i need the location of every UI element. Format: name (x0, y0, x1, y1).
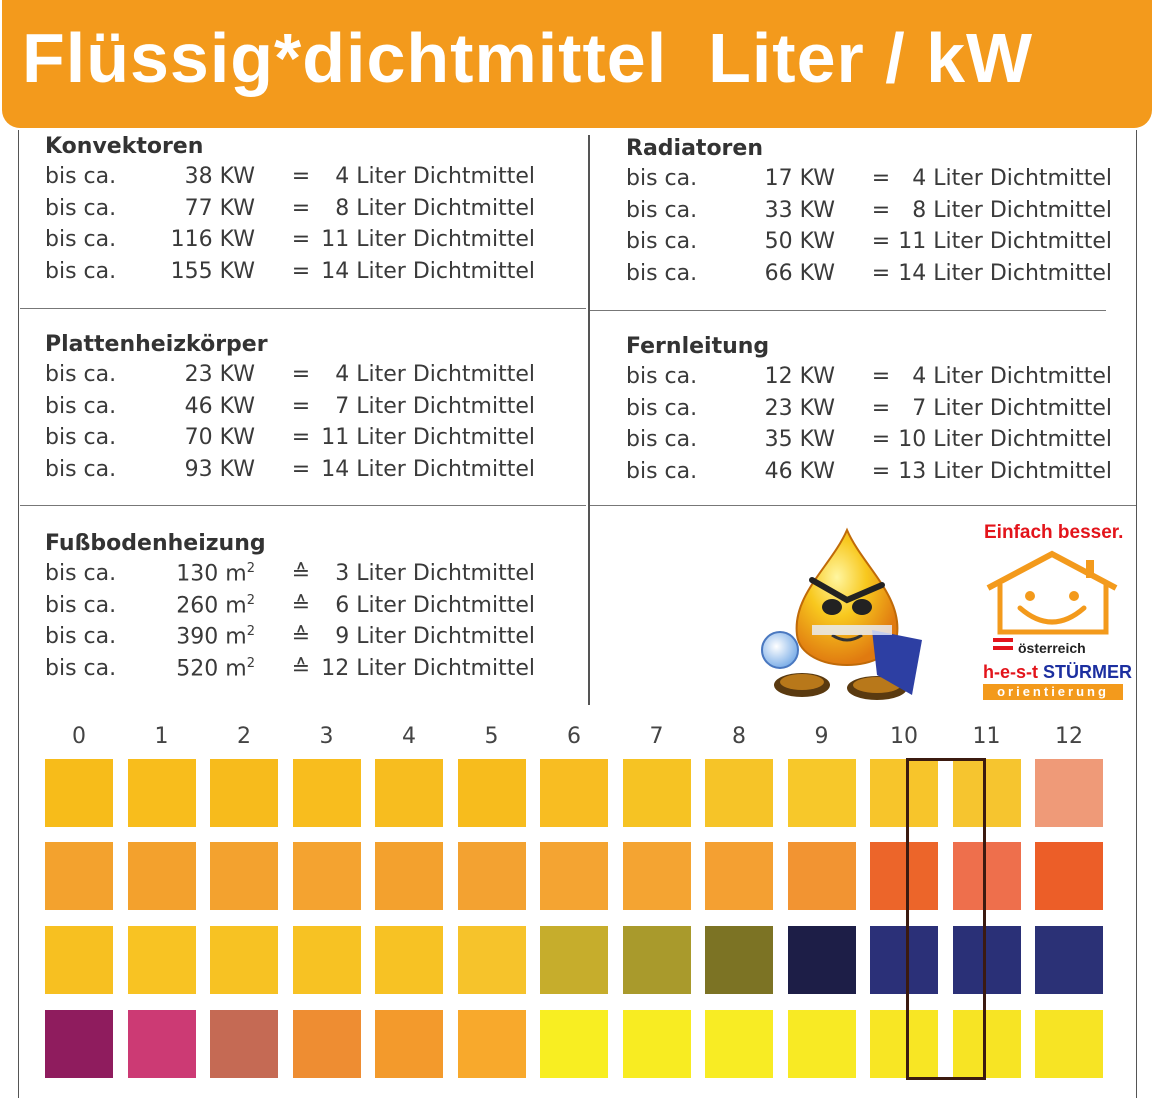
table-row (45, 227, 535, 257)
row-liters: 14 Liter Dichtmittel (321, 258, 535, 284)
table-row (45, 457, 535, 487)
row-liters: 11 Liter Dichtmittel (321, 425, 535, 450)
color-swatch-r2-c2 (210, 926, 278, 994)
color-swatch-r0-c8 (705, 759, 773, 827)
brand-name-part1: h-e-s-t (983, 662, 1038, 682)
brand-land: österreich (1018, 640, 1086, 656)
color-swatch-r3-c9 (788, 1010, 856, 1078)
row-value-text: 46 KW (764, 458, 835, 484)
row-equals: = (871, 197, 891, 223)
color-swatch-r2-c5 (458, 926, 526, 994)
row-prefix: bis ca. (45, 456, 117, 482)
scale-number-5: 5 (484, 724, 499, 749)
row-equals: = (291, 164, 311, 189)
table-row (626, 364, 1112, 394)
table-row (626, 229, 1112, 259)
color-swatch-r2-c4 (375, 926, 443, 994)
row-value (45, 593, 255, 618)
row-value-text: 46 KW (184, 393, 255, 419)
scale-number-6: 6 (567, 724, 581, 749)
row-value-text: 520 m (176, 655, 247, 681)
row-value-text: 93 KW (184, 456, 255, 482)
color-swatch-r2-c6 (540, 926, 608, 994)
color-swatch-r3-c0 (45, 1010, 113, 1078)
row-equals: ≙ (291, 592, 311, 618)
color-swatch-r2-c3 (293, 926, 361, 994)
row-prefix: bis ca. (45, 258, 117, 284)
row-value (626, 261, 835, 286)
color-swatch-r2-c0 (45, 926, 113, 994)
color-swatch-r1-c0 (45, 842, 113, 910)
row-value-text: 260 m (176, 592, 247, 618)
row-value (45, 457, 255, 482)
row-value-unit-exponent: 2 (246, 561, 255, 576)
color-swatch-r1-c4 (375, 842, 443, 910)
row-equals: ≙ (291, 624, 311, 649)
section-title: Plattenheizkörper (45, 332, 268, 357)
scale-number-11: 11 (972, 724, 1001, 749)
scale-number-7: 7 (649, 724, 664, 749)
brand-tagline: orientierung (983, 684, 1123, 700)
row-value-text: 116 KW (170, 227, 255, 252)
section-title: Fußbodenheizung (45, 531, 266, 556)
table-row (45, 196, 535, 226)
color-swatch-r3-c1 (128, 1010, 196, 1078)
color-swatch-r0-c2 (210, 759, 278, 827)
table-row (45, 425, 535, 455)
highlight-frame (906, 758, 986, 1080)
table-row (626, 198, 1112, 228)
color-swatch-r1-c5 (458, 842, 526, 910)
row-prefix: bis ca. (45, 624, 117, 649)
color-swatch-r3-c12 (1035, 1010, 1103, 1078)
table-row (45, 164, 535, 194)
color-swatch-r0-c4 (375, 759, 443, 827)
color-swatch-r3-c6 (540, 1010, 608, 1078)
row-value-text: 12 KW (764, 364, 835, 389)
row-prefix: bis ca. (626, 458, 698, 484)
row-value (45, 624, 255, 649)
austria-flag-icon (993, 638, 1013, 650)
row-prefix: bis ca. (626, 427, 698, 452)
row-value (45, 362, 255, 387)
table-row (626, 261, 1112, 291)
frame-left-border (18, 130, 19, 1098)
row-equals: = (291, 362, 311, 387)
row-prefix: bis ca. (45, 164, 117, 189)
row-equals: ≙ (291, 561, 311, 586)
scale-number-3: 3 (319, 724, 334, 749)
color-swatch-r2-c9 (788, 926, 856, 994)
scale-number-10: 10 (890, 724, 918, 749)
row-prefix: bis ca. (626, 364, 698, 389)
row-value-text: 66 KW (764, 260, 835, 286)
color-swatch-r3-c4 (375, 1010, 443, 1078)
color-swatch-r1-c1 (128, 842, 196, 910)
row-liters: 4 Liter Dichtmittel (912, 166, 1112, 191)
color-swatch-r1-c8 (705, 842, 773, 910)
row-equals: = (291, 195, 311, 221)
color-swatch-r1-c6 (540, 842, 608, 910)
color-swatch-r0-c1 (128, 759, 196, 827)
oil-drop-mascot-icon (752, 525, 932, 705)
row-liters: 4 Liter Dichtmittel (335, 164, 535, 189)
row-value (45, 164, 255, 189)
color-swatch-r0-c6 (540, 759, 608, 827)
color-swatch-r0-c9 (788, 759, 856, 827)
frame-right-border (1136, 130, 1137, 1098)
color-swatch-r3-c8 (705, 1010, 773, 1078)
row-value (45, 196, 255, 221)
row-equals: = (871, 260, 891, 286)
row-value-text: 17 KW (764, 166, 835, 191)
row-divider-2-left (20, 505, 586, 506)
row-prefix: bis ca. (45, 655, 117, 681)
color-swatch-r2-c1 (128, 926, 196, 994)
row-value (45, 227, 255, 252)
row-value (626, 198, 835, 223)
row-equals: = (871, 364, 891, 389)
table-row (45, 593, 535, 623)
row-liters: 7 Liter Dichtmittel (335, 393, 535, 419)
color-swatch-r1-c3 (293, 842, 361, 910)
table-row (45, 656, 535, 686)
table-row (626, 459, 1112, 489)
row-prefix: bis ca. (626, 197, 698, 223)
row-liters: 8 Liter Dichtmittel (912, 197, 1112, 223)
row-equals: = (871, 427, 891, 452)
row-liters: 8 Liter Dichtmittel (335, 195, 535, 221)
row-value (626, 229, 835, 254)
row-value (45, 394, 255, 419)
row-value-text: 23 KW (764, 395, 835, 421)
row-value-text: 390 m (176, 624, 247, 650)
scale-number-2: 2 (237, 724, 251, 749)
row-value-unit-exponent: 2 (246, 592, 255, 608)
row-prefix: bis ca. (626, 229, 698, 254)
row-prefix: bis ca. (45, 425, 117, 450)
row-liters: 3 Liter Dichtmittel (335, 561, 535, 586)
table-row (626, 427, 1112, 457)
column-divider (588, 135, 590, 705)
brand-slogan: Einfach besser. (984, 522, 1124, 543)
row-liters: 11 Liter Dichtmittel (898, 229, 1112, 254)
color-swatch-r1-c9 (788, 842, 856, 910)
color-swatch-r3-c7 (623, 1010, 691, 1078)
scale-number-4: 4 (402, 724, 416, 749)
row-liters: 14 Liter Dichtmittel (898, 260, 1112, 286)
row-value-text: 130 m (176, 561, 247, 587)
table-row (626, 396, 1112, 426)
table-row (45, 259, 535, 289)
page-title: Flüssig*dichtmittel Liter / kW (22, 19, 1034, 97)
row-liters: 11 Liter Dichtmittel (321, 227, 535, 252)
smiling-house-logo-icon (980, 548, 1125, 640)
color-swatch-r0-c0 (45, 759, 113, 827)
row-liters: 4 Liter Dichtmittel (912, 364, 1112, 389)
table-row (45, 362, 535, 392)
scale-number-0: 0 (72, 724, 86, 749)
color-swatch-r2-c8 (705, 926, 773, 994)
row-value-unit-exponent: 2 (246, 624, 255, 639)
row-value-text: 33 KW (764, 197, 835, 223)
row-value (626, 396, 835, 421)
row-equals: = (871, 166, 891, 191)
color-swatch-r3-c3 (293, 1010, 361, 1078)
scale-number-12: 12 (1055, 724, 1083, 749)
color-swatch-r3-c2 (210, 1010, 278, 1078)
row-value-text: 70 KW (184, 425, 255, 450)
row-prefix: bis ca. (626, 166, 698, 191)
row-value (45, 656, 255, 681)
row-liters: 4 Liter Dichtmittel (335, 362, 535, 387)
row-prefix: bis ca. (45, 393, 117, 419)
row-prefix: bis ca. (45, 362, 117, 387)
section-title: Radiatoren (626, 136, 763, 161)
row-divider-1-right (590, 310, 1106, 311)
row-value-text: 23 KW (184, 362, 255, 387)
row-liters: 7 Liter Dichtmittel (912, 395, 1112, 421)
color-swatch-r0-c3 (293, 759, 361, 827)
row-value-unit-exponent: 2 (246, 655, 255, 671)
color-swatch-r0-c5 (458, 759, 526, 827)
scale-number-9: 9 (814, 724, 829, 749)
table-row (45, 624, 535, 654)
row-prefix: bis ca. (45, 592, 117, 618)
scale-number-8: 8 (732, 724, 746, 749)
row-value (626, 459, 835, 484)
row-liters: 13 Liter Dichtmittel (898, 458, 1112, 484)
row-prefix: bis ca. (45, 561, 117, 586)
row-value (626, 166, 835, 191)
row-equals: = (291, 456, 311, 482)
row-prefix: bis ca. (626, 395, 698, 421)
row-value (45, 425, 255, 450)
row-value (45, 561, 255, 586)
row-liters: 14 Liter Dichtmittel (321, 456, 535, 482)
row-equals: = (291, 393, 311, 419)
row-equals: = (871, 458, 891, 484)
row-prefix: bis ca. (626, 260, 698, 286)
section-title: Fernleitung (626, 334, 770, 359)
row-equals: = (871, 395, 891, 421)
row-value-text: 155 KW (170, 258, 255, 284)
color-swatch-r1-c2 (210, 842, 278, 910)
row-divider-2-right (590, 505, 1136, 506)
table-row (626, 166, 1112, 196)
row-liters: 9 Liter Dichtmittel (335, 624, 535, 649)
row-value-text: 50 KW (764, 229, 835, 254)
row-liters: 10 Liter Dichtmittel (898, 427, 1112, 452)
color-swatch-r1-c12 (1035, 842, 1103, 910)
row-divider-1-left (20, 308, 586, 309)
brand-name-part2: STÜRMER (1043, 662, 1133, 682)
row-liters: 6 Liter Dichtmittel (335, 592, 535, 618)
row-value (45, 259, 255, 284)
brand-name (983, 662, 1132, 683)
row-value-text: 77 KW (184, 195, 255, 221)
row-value (626, 427, 835, 452)
color-swatch-r2-c7 (623, 926, 691, 994)
table-row (45, 561, 535, 591)
scale-number-1: 1 (154, 724, 169, 749)
color-swatch-r2-c12 (1035, 926, 1103, 994)
color-swatch-r1-c7 (623, 842, 691, 910)
row-equals: = (291, 425, 311, 450)
row-value-text: 35 KW (764, 427, 835, 452)
color-swatch-r0-c7 (623, 759, 691, 827)
row-liters: 12 Liter Dichtmittel (321, 655, 535, 681)
row-prefix: bis ca. (45, 227, 117, 252)
row-value (626, 364, 835, 389)
row-equals: = (291, 227, 311, 252)
row-prefix: bis ca. (45, 195, 117, 221)
section-title: Konvektoren (45, 134, 204, 159)
title-banner (2, 0, 1152, 128)
row-equals: ≙ (291, 655, 311, 681)
color-swatch-r0-c12 (1035, 759, 1103, 827)
table-row (45, 394, 535, 424)
color-swatch-r3-c5 (458, 1010, 526, 1078)
row-equals: = (291, 258, 311, 284)
row-equals: = (871, 229, 891, 254)
row-value-text: 38 KW (184, 164, 255, 189)
